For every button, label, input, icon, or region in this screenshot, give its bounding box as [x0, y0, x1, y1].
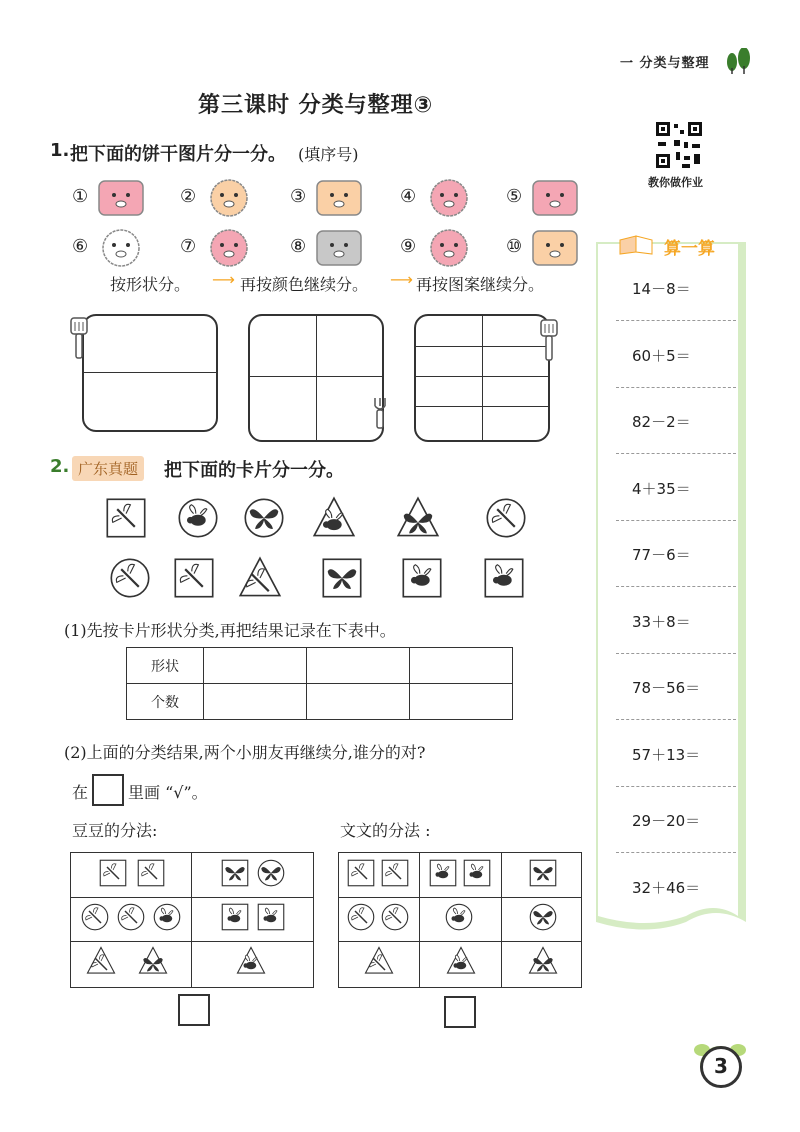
book-icon [618, 234, 656, 256]
divider [316, 316, 317, 440]
card-b [396, 496, 440, 540]
mini-card-d [98, 858, 128, 888]
calc-item[interactable]: 33＋8＝ [632, 612, 691, 631]
mini-card-d [136, 858, 166, 888]
calc-item[interactable]: 82－2＝ [632, 413, 691, 431]
divider [482, 316, 483, 440]
divider [339, 897, 581, 898]
dashed-divider [616, 387, 736, 388]
divider [339, 941, 581, 942]
doudou-answer-box[interactable] [178, 994, 210, 1026]
divider [191, 853, 192, 987]
divider [84, 372, 216, 373]
dashed-divider [616, 786, 736, 787]
dashed-divider [616, 520, 736, 521]
card-f [482, 556, 526, 600]
mini-card-b [256, 858, 286, 888]
mini-card-f [220, 902, 250, 932]
dashed-divider [616, 653, 736, 654]
q1-text: 把下面的饼干图片分一分。 [70, 144, 286, 165]
mini-card-f [444, 902, 474, 932]
step-3: 再按图案继续分。 [416, 275, 545, 294]
mini-card-b [528, 902, 558, 932]
spatula-icon [538, 318, 560, 364]
dashed-divider [616, 852, 736, 853]
card-d [108, 556, 152, 600]
biscuit-number: ① [72, 186, 89, 207]
calc-item[interactable]: 14－8＝ [632, 280, 691, 298]
wenwen-label: 文文的分法 : [340, 821, 431, 840]
divider [501, 853, 502, 987]
mini-card-b [528, 858, 558, 888]
card-d [104, 496, 148, 540]
mini-card-b [528, 946, 558, 976]
mini-card-b [138, 946, 168, 976]
card-f [400, 556, 444, 600]
sidebar-title: 算一算 [664, 239, 715, 259]
biscuit-number: ⑤ [506, 186, 523, 207]
calc-item[interactable]: 4＋35＝ [632, 479, 691, 498]
biscuit-number: ⑥ [72, 236, 89, 257]
q2-sub2b-pre: 在 [72, 783, 89, 802]
calc-item[interactable]: 60＋5＝ [632, 346, 691, 365]
mini-card-f [428, 858, 458, 888]
sample-checkbox [92, 774, 124, 806]
card-b [320, 556, 364, 600]
table-cell[interactable] [307, 648, 410, 684]
unit-header: 一 分类与整理 [620, 56, 710, 71]
page-number: 3 [700, 1046, 742, 1088]
calc-item[interactable]: 77－6＝ [632, 546, 691, 564]
table-cell[interactable] [307, 684, 410, 720]
biscuit-image [96, 228, 146, 268]
mini-card-d [86, 946, 116, 976]
biscuit-image [424, 228, 474, 268]
arrow-right-icon: ⟶ [390, 270, 413, 289]
guangdong-tag: 广东真题 [72, 456, 144, 481]
sort-box-pattern[interactable] [414, 314, 550, 442]
calc-item[interactable]: 57＋13＝ [632, 745, 701, 764]
arrow-right-icon: ⟶ [212, 270, 235, 289]
mini-card-b [220, 858, 250, 888]
card-d [484, 496, 528, 540]
table-cell[interactable] [204, 684, 307, 720]
biscuit-number: ⑧ [290, 236, 307, 257]
table-cell[interactable] [204, 648, 307, 684]
divider [71, 897, 313, 898]
q2-sub2b-post: 里画 “√”。 [128, 783, 208, 802]
table-cell[interactable] [410, 648, 513, 684]
table-cell[interactable] [410, 684, 513, 720]
mini-card-d [80, 902, 110, 932]
mini-card-f [446, 946, 476, 976]
table-header-count: 个数 [127, 684, 204, 720]
mini-card-f [256, 902, 286, 932]
biscuit-image [314, 178, 364, 218]
q2-sub2: (2)上面的分类结果,两个小朋友再继续分,谁分的对? [64, 743, 426, 762]
card-d [238, 556, 282, 600]
card-f [312, 496, 356, 540]
sort-box-shape[interactable] [82, 314, 218, 432]
q1-number: 1. [50, 140, 70, 161]
shape-count-table [126, 647, 513, 720]
step-1: 按形状分。 [110, 275, 191, 294]
card-b [242, 496, 286, 540]
divider [71, 941, 313, 942]
q2-sub1: (1)先按卡片形状分类,再把结果记录在下表中。 [64, 621, 396, 640]
mini-card-d [346, 858, 376, 888]
biscuit-number: ③ [290, 186, 307, 207]
biscuit-number: ④ [400, 186, 417, 207]
tree-icon [724, 48, 754, 74]
biscuit-image [530, 178, 580, 218]
biscuit-number: ⑨ [400, 236, 417, 257]
calc-item[interactable]: 29－20＝ [632, 812, 701, 830]
biscuit-image [530, 228, 580, 268]
lesson-title: 第三课时 分类与整理③ [198, 93, 434, 118]
dashed-divider [616, 320, 736, 321]
calc-item[interactable]: 78－56＝ [632, 679, 701, 697]
mini-card-d [380, 902, 410, 932]
mini-card-d [116, 902, 146, 932]
dashed-divider [616, 453, 736, 454]
fork-icon [372, 396, 388, 430]
table-header-shape: 形状 [127, 648, 204, 684]
biscuit-number: ⑦ [180, 236, 197, 257]
biscuit-number: ② [180, 186, 197, 207]
q1-hint: (填序号) [298, 145, 359, 164]
card-f [176, 496, 220, 540]
calc-item[interactable]: 32＋46＝ [632, 878, 701, 897]
step-2: 再按颜色继续分。 [240, 275, 369, 294]
mini-card-f [462, 858, 492, 888]
biscuit-image [204, 228, 254, 268]
biscuit-image [96, 178, 146, 218]
biscuit-number: ⑩ [506, 236, 523, 257]
doudou-label: 豆豆的分法: [72, 821, 158, 840]
q2-number: 2. [50, 456, 70, 477]
mini-card-f [152, 902, 182, 932]
mini-card-d [380, 858, 410, 888]
dashed-divider [616, 586, 736, 587]
wenwen-answer-box[interactable] [444, 996, 476, 1028]
spatula-icon [68, 316, 90, 362]
mini-card-d [346, 902, 376, 932]
card-d [172, 556, 216, 600]
divider [419, 853, 420, 987]
biscuit-image [204, 178, 254, 218]
qr-caption: 教你做作业 [648, 176, 703, 189]
q2-text: 把下面的卡片分一分。 [164, 460, 344, 481]
sort-box-color[interactable] [248, 314, 384, 442]
mini-card-d [364, 946, 394, 976]
biscuit-image [424, 178, 474, 218]
mini-card-f [236, 946, 266, 976]
dashed-divider [616, 719, 736, 720]
biscuit-image [314, 228, 364, 268]
qr-code-icon[interactable] [654, 120, 704, 170]
